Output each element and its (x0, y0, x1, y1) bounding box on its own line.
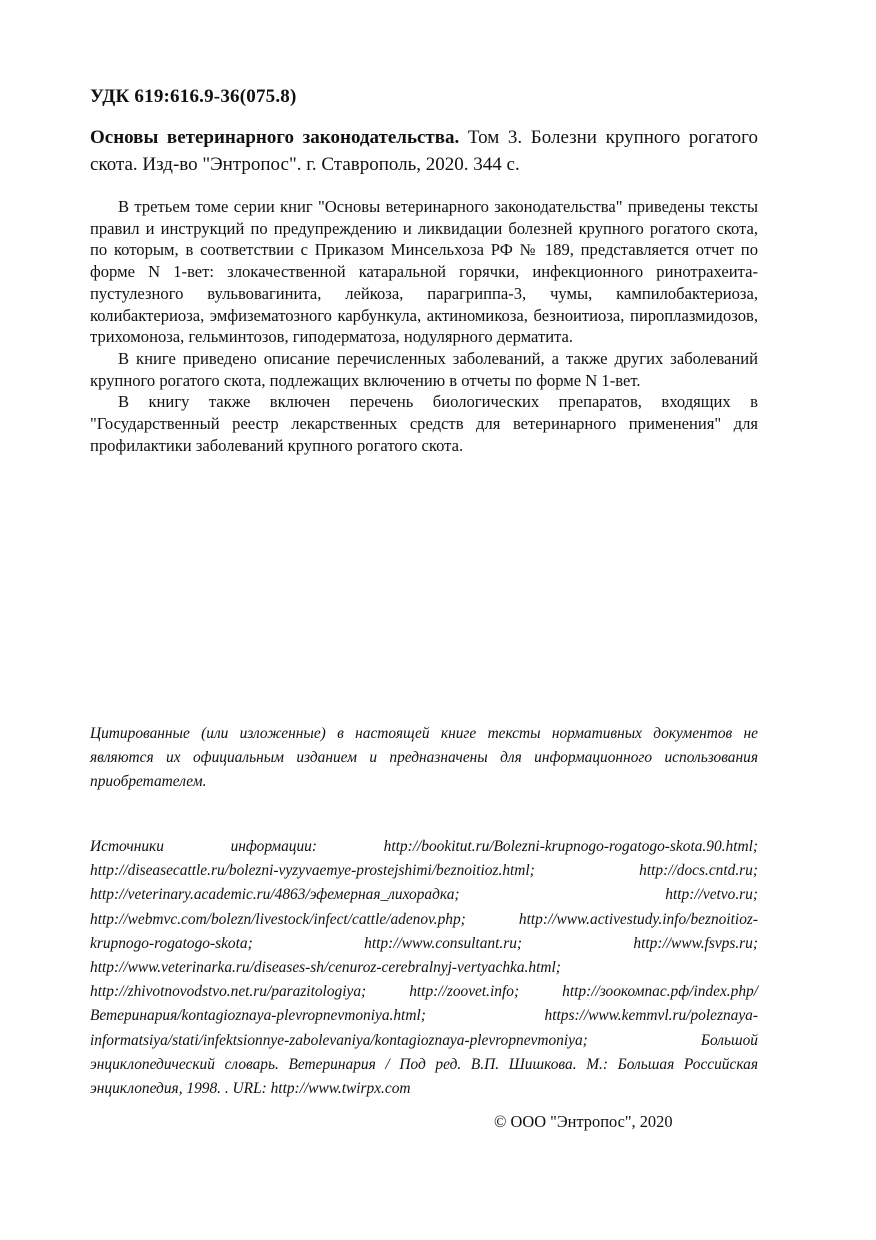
book-title: Основы ветеринарного законодательства. (90, 127, 460, 148)
copyright-notice: © ООО "Энтропос", 2020 (494, 1112, 673, 1131)
abstract-paragraph: В книге приведено описание перечисленных заболеваний, а также других заболеваний крупного рогатого скота, подлежащих включению в отчеты по форме N 1-вет. (90, 348, 758, 390)
bibliographic-details: Том 3. Болезни крупного рогатого скота. Изд-во "Энтропос". г. Ставрополь, 2020. 344 с. (90, 127, 758, 175)
disclaimer-note: Цитированные (или изложенные) в настоящей книге тексты нормативных документов не являются их официальным изданием и предназначены для информационного использования приобретателем. (90, 725, 758, 790)
abstract-paragraph: В книгу также включен перечень биологических препаратов, входящих в "Государственный реестр лекарственных средств для ветеринарного применения" для профилактики заболеваний крупного рогатого скота. (90, 392, 758, 455)
information-sources: Источники информации: http://bookitut.ru/Bolezni-krupnogo-rogatogo-skota.90.html; http://diseasecattle.ru/bolezni-vyzyvaemye-prostejshimi/beznoitioz.html; http://docs.cntd.ru; http://veterinary.academic.ru/4863/эфемерная_лихорадка; http://vetvo.ru; http://webmvc.com/bolezn/livestock/infect/cattle/adenov.php; http://www.activestudy.info/beznoitioz-krupnogo-rogatogo-skota; http://www.consultant.ru; http://www.fsvps.ru; http://www.veterinarka.ru/diseases-sh/cenuroz-cerebralnyj-vertyachka.html; http://zhivotnovodstvo.net.ru/parazitologiya; http://zoovet.info; http://зоокомпас.рф/index.php/Ветеринария/kontagioznaya-plevropnevmoniya.html; https://www.kemmvl.ru/poleznaya-informatsiya/stati/infektsionnye-zabolevaniya/kontagioznaya-plevropnevmoniya; Большой энциклопедический словарь. Ветеринария / Под ред. В.П. Шишкова. М.: Большая Российская энциклопедия, 1998. . URL: http://www.twirpx.com (90, 838, 758, 1098)
abstract-paragraph: В третьем томе серии книг "Основы ветеринарного законодательства" приведены тексты правил и инструкций по предупреждению и ликвидации болезней крупного рогатого скота, по которым, в соответствии с Приказом Минсельхоза РФ № 189, представляется отчет по форме N 1-вет: злокачественной катаральной горячки, инфекционного ринотрахеита-пустулезного вульвовагинита, лейкоза, парагриппа-3, чумы, кампилобактериоза, колибактериоза, эмфизематозного карбункула, актиномикоза, безноитиоза, пироплазмидозов, трихомоноза, гельминтозов, гиподерматоза, нодулярного дерматита. (90, 197, 758, 347)
bibliographic-record (90, 124, 758, 178)
udk-code: УДК 619:616.9-36(075.8) (90, 86, 297, 107)
abstract (90, 196, 758, 456)
